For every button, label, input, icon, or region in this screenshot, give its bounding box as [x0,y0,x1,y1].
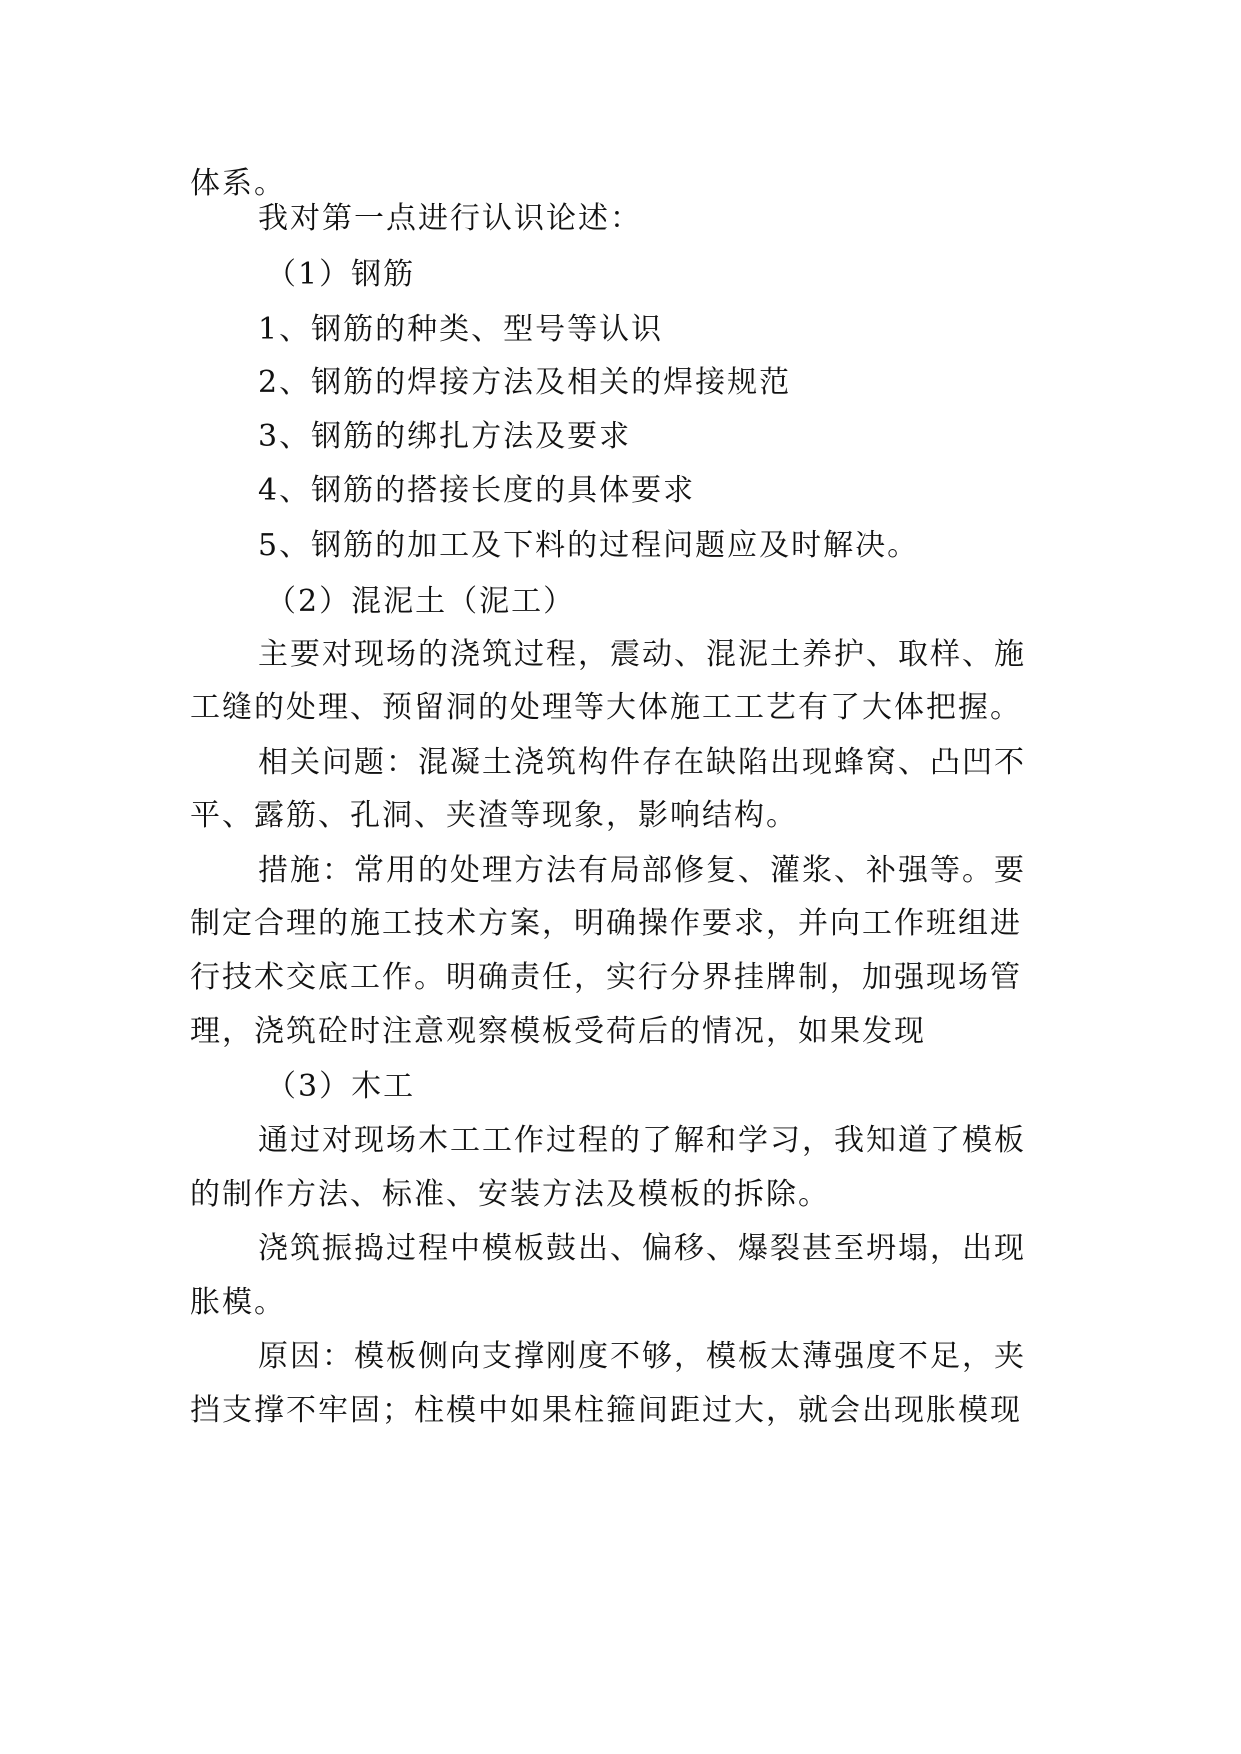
text-line: 行技术交底工作。明确责任，实行分界挂牌制，加强现场管 [190,960,1022,995]
list-item: 2、钢筋的焊接方法及相关的焊接规范 [258,365,792,400]
text-line: 相关问题：混凝土浇筑构件存在缺陷出现蜂窝、凸凹不 [258,745,1026,780]
section-heading: （3）木工 [266,1069,416,1104]
list-item: 3、钢筋的绑扎方法及要求 [258,419,632,454]
text-line: 理，浇筑砼时注意观察模板受荷后的情况，如果发现 [190,1014,926,1049]
text-line: 体系。 [190,166,286,201]
text-line: 挡支撑不牢固；柱模中如果柱箍间距过大，就会出现胀模现 [190,1393,1022,1428]
text-line: 胀模。 [190,1285,286,1320]
section-heading: （2）混泥土（泥工） [266,584,576,619]
list-item: 1、钢筋的种类、型号等认识 [258,312,664,347]
text-line: 我对第一点进行认识论述： [258,201,642,236]
text-line: 通过对现场木工工作过程的了解和学习，我知道了模板 [258,1123,1026,1158]
text-line: 措施：常用的处理方法有局部修复、灌浆、补强等。要 [258,853,1026,888]
text-line: 原因：模板侧向支撑刚度不够，模板太薄强度不足，夹 [258,1339,1026,1374]
list-item: 4、钢筋的搭接长度的具体要求 [258,473,696,508]
text-line: 平、露筋、孔洞、夹渣等现象，影响结构。 [190,798,798,833]
text-line: 制定合理的施工技术方案，明确操作要求，并向工作班组进 [190,906,1022,941]
section-heading: （1）钢筋 [266,257,416,292]
text-line: 浇筑振捣过程中模板鼓出、偏移、爆裂甚至坍塌，出现 [258,1231,1026,1266]
text-line: 的制作方法、标准、安装方法及模板的拆除。 [190,1177,830,1212]
list-item: 5、钢筋的加工及下料的过程问题应及时解决。 [258,528,920,563]
text-line: 主要对现场的浇筑过程，震动、混泥土养护、取样、施 [258,637,1026,672]
text-line: 工缝的处理、预留洞的处理等大体施工工艺有了大体把握。 [190,690,1022,725]
